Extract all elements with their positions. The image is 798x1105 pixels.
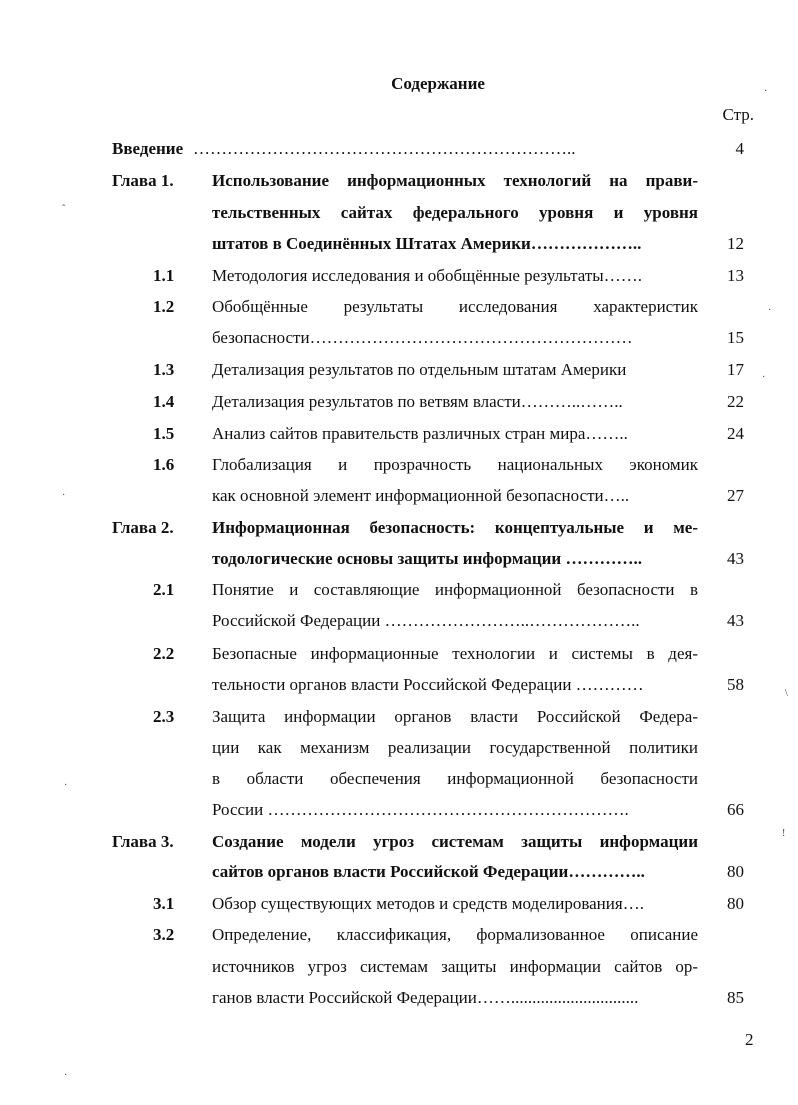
toc-section-1-3[interactable] (0, 359, 798, 381)
section-3-1-leader: …. (622, 894, 644, 913)
section-3-2-line-3: ганов власти Российской Федерации (212, 988, 477, 1007)
chapter-3-leader: ………….. (568, 862, 645, 881)
page-column-header: Стр. (722, 105, 754, 124)
section-1-6-num: 1.6 (153, 455, 175, 474)
section-3-2-line-2: источников угроз системам защиты информации сайтов ор- (212, 957, 698, 976)
section-1-4-leader: ………..…….. (520, 392, 623, 411)
section-1-6-page: 27 (727, 486, 744, 505)
section-2-1-page: 43 (727, 611, 744, 630)
chapter-3-label: Глава 3. (112, 832, 174, 851)
scan-speck: · (764, 86, 768, 97)
page-number: 2 (745, 1030, 754, 1049)
toc-section-1-6[interactable] (0, 454, 798, 476)
section-1-2-leader: ………………………………………………… (309, 328, 633, 347)
section-3-2-leader: …….............................. (476, 988, 639, 1007)
chapter-2-leader: ………….. (561, 549, 642, 568)
toc-chapter-3[interactable] (0, 831, 798, 853)
section-3-2-page: 85 (727, 988, 744, 1007)
chapter-1-leader: ……………….. (530, 234, 642, 253)
intro-label: Введение (112, 139, 184, 158)
toc-section-1-5[interactable] (0, 423, 798, 445)
section-2-2-num: 2.2 (153, 644, 175, 663)
section-2-3-num: 2.3 (153, 707, 175, 726)
section-1-6-leader: ….. (603, 486, 630, 505)
section-1-5-leader: …….. (585, 424, 628, 443)
chapter-2-label: Глава 2. (112, 518, 174, 537)
scan-speck: ! (782, 828, 786, 839)
chapter-3-line-1: Создание модели угроз системам защиты информации (212, 832, 698, 851)
section-3-1-page: 80 (727, 894, 744, 913)
section-3-1-line-1: Обзор существующих методов и средств моделирования (212, 894, 623, 913)
section-1-4-line-1: Детализация результатов по ветвям власти (212, 392, 521, 411)
toc-section-2-2[interactable] (0, 643, 798, 665)
chapter-1-line-1: Использование информационных технологий на прави- (212, 171, 698, 190)
toc-chapter-2[interactable] (0, 517, 798, 539)
toc-title: Содержание (391, 74, 485, 93)
section-1-5-num: 1.5 (153, 424, 175, 443)
section-1-1-line-1: Методология исследования и обобщённые результаты (212, 266, 604, 285)
scan-speck: · (62, 490, 66, 501)
section-2-3-line-1: Защита информации органов власти Российской Федера- (212, 707, 698, 726)
section-2-3-page: 66 (727, 800, 744, 819)
section-2-3-line-2: ции как механизм реализации государственной политики (212, 738, 698, 757)
scan-speck: · (768, 305, 772, 316)
section-1-1-page: 13 (727, 266, 744, 285)
section-1-3-line-1: Детализация результатов по отдельным штатам Америки (212, 360, 627, 379)
section-1-3-num: 1.3 (153, 360, 175, 379)
section-1-2-page: 15 (727, 328, 744, 347)
section-2-2-leader: ………… (571, 675, 644, 694)
section-1-5-page: 24 (727, 424, 744, 443)
section-2-3-line-4: России (212, 800, 264, 819)
section-2-1-line-2: Российской Федерации (212, 611, 381, 630)
chapter-3-page: 80 (727, 862, 744, 881)
toc-section-2-3[interactable] (0, 706, 798, 728)
section-1-3-page: 17 (727, 360, 744, 379)
chapter-2-line-2: тодологические основы защиты информации (212, 549, 562, 568)
toc-section-3-1[interactable] (0, 893, 798, 915)
toc-entry-intro[interactable] (0, 138, 798, 160)
chapter-2-line-1: Информационная безопасность: концептуальные и ме- (212, 518, 698, 537)
toc-chapter-1[interactable] (0, 170, 798, 192)
section-1-2-line-2: безопасности (212, 328, 310, 347)
section-3-2-line-1: Определение, классификация, формализованное описание (212, 925, 698, 944)
section-2-2-line-2: тельности органов власти Российской Федерации (212, 675, 572, 694)
section-1-6-line-1: Глобализация и прозрачность национальных экономик (212, 455, 698, 474)
chapter-1-line-2: тельственных сайтах федерального уровня и уровня (212, 203, 698, 222)
chapter-2-page: 43 (727, 549, 744, 568)
toc-section-1-1[interactable] (0, 265, 798, 287)
section-3-2-num: 3.2 (153, 925, 175, 944)
section-1-2-line-1: Обобщённые результаты исследования характеристик (212, 297, 698, 316)
scan-speck: ˆ (62, 204, 66, 215)
section-2-1-num: 2.1 (153, 580, 175, 599)
intro-leader: ………………………………………………………….. (193, 139, 576, 158)
toc-section-3-2[interactable] (0, 924, 798, 946)
section-2-2-line-1: Безопасные информационные технологии и системы в дея- (212, 644, 698, 663)
scan-speck: · (64, 780, 68, 791)
toc-section-1-2[interactable] (0, 296, 798, 318)
chapter-1-label: Глава 1. (112, 171, 174, 190)
section-2-3-line-3: в области обеспечения информационной безопасности (212, 769, 698, 788)
intro-page: 4 (735, 139, 744, 158)
section-1-6-line-2: как основной элемент информационной безопасности (212, 486, 604, 505)
section-2-3-leader: ………………………………………………………. (263, 800, 629, 819)
toc-section-2-1[interactable] (0, 579, 798, 601)
section-1-1-num: 1.1 (153, 266, 175, 285)
chapter-1-page: 12 (727, 234, 744, 253)
chapter-3-line-2: сайтов органов власти Российской Федерации (212, 862, 569, 881)
section-2-1-line-1: Понятие и составляющие информационной безопасности в (212, 580, 698, 599)
toc-section-1-4[interactable] (0, 391, 798, 413)
section-3-1-num: 3.1 (153, 894, 175, 913)
section-1-2-num: 1.2 (153, 297, 175, 316)
section-2-1-leader: ……………………..……………….. (380, 611, 640, 630)
section-1-5-line-1: Анализ сайтов правительств различных стран мира (212, 424, 586, 443)
section-1-1-leader: ……. (603, 266, 642, 285)
section-2-2-page: 58 (727, 675, 744, 694)
scan-speck: \ (785, 688, 788, 699)
scan-speck: · (64, 1070, 68, 1081)
scan-speck: · (762, 372, 766, 383)
section-1-4-page: 22 (727, 392, 744, 411)
section-1-4-num: 1.4 (153, 392, 175, 411)
chapter-1-line-3: штатов в Соединённых Штатах Америки (212, 234, 531, 253)
